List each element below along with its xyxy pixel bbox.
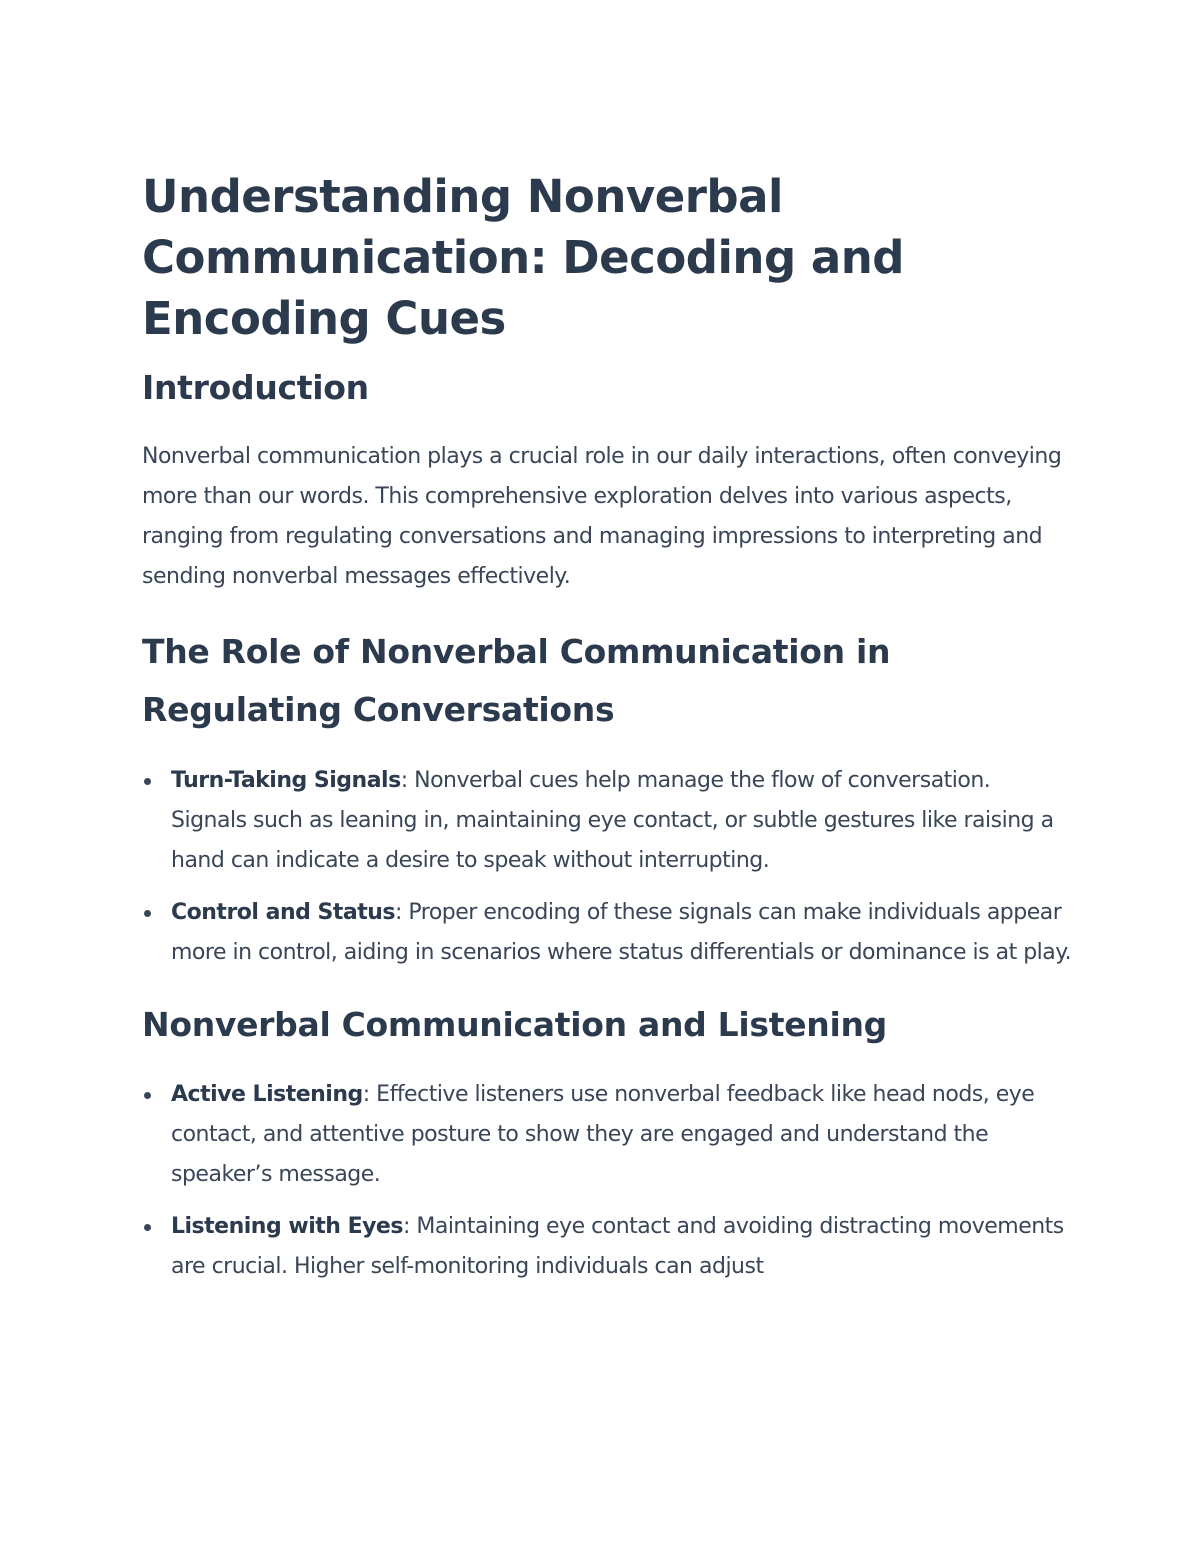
document-title: Understanding Nonverbal Communication: Decoding and Encoding Cues	[142, 170, 904, 345]
section-heading-introduction: Introduction	[142, 368, 369, 407]
list-item-text: : Effective listeners use nonverbal feedback like head nods, eye contact, and attentive posture to show they are engaged and understand the speaker’s message.	[171, 1082, 1035, 1187]
section-heading-listening: Nonverbal Communication and Listening	[142, 1005, 888, 1044]
list-item-term: Listening with Eyes	[171, 1214, 403, 1239]
list-item-text: : Nonverbal cues help manage the flow of conversation. Signals such as leaning in, maintaining eye contact, or subtle gestures like raising a hand can indicate a desire to speak without interrupting.	[171, 768, 1054, 873]
regulating-conversations-list	[142, 761, 1072, 973]
list-item	[142, 1075, 1072, 1195]
bullet-icon	[144, 910, 151, 917]
listening-list	[142, 1075, 1072, 1287]
list-item-term: Active Listening	[171, 1082, 363, 1107]
list-item	[142, 1207, 1072, 1287]
list-item	[142, 761, 1072, 881]
introduction-paragraph: Nonverbal communication plays a crucial role in our daily interactions, often conveying more than our words. This comprehensive exploration delves into various aspects, ranging from regulating conversations and managing impressions to interpreting and sending nonverbal messages effectively.	[142, 444, 1062, 589]
bullet-icon	[144, 778, 151, 785]
document-page	[142, 166, 1072, 1299]
bullet-icon	[144, 1092, 151, 1099]
list-item-text: : Proper encoding of these signals can make individuals appear more in control, aiding in scenarios where status differentials or dominance is at play.	[171, 900, 1072, 965]
list-item-term: Control and Status	[171, 900, 395, 925]
section-heading-regulating-conversations: The Role of Nonverbal Communication in Regulating Conversations	[142, 632, 891, 729]
list-item-term: Turn-Taking Signals	[171, 768, 401, 793]
list-item	[142, 893, 1072, 973]
list-item-text: : Maintaining eye contact and avoiding distracting movements are crucial. Higher self-monitoring individuals can adjust	[171, 1214, 1064, 1279]
bullet-icon	[144, 1224, 151, 1231]
